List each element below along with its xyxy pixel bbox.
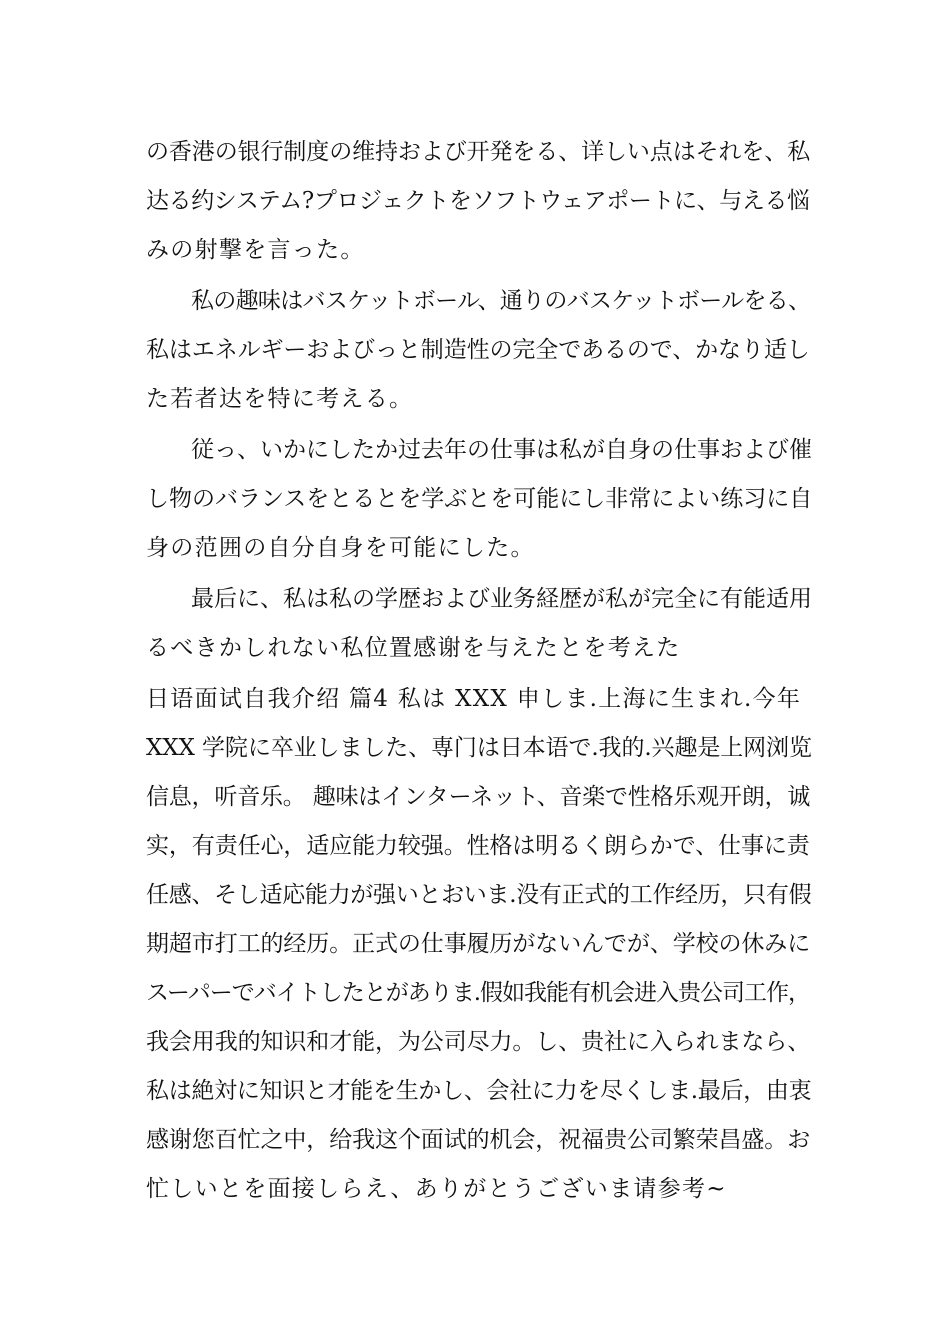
text-line: 达る约システム?プロジェクトをソフトウェアポートに、与える悩 xyxy=(146,188,810,214)
section-heading-line: 日语面试自我介绍 篇4 私は XXX 申しま.上海に生まれ.今年 xyxy=(146,686,802,712)
text-line: 私はエネルギーおよびっと制造性の完全であるので、かなり适し xyxy=(146,337,810,363)
text-line: 忙しいとを面接しらえ、ありがとうございま请参考~ xyxy=(146,1176,727,1202)
text-line: 我会用我的知识和才能，为公司尽力。し、贵社に入られまなら、 xyxy=(146,1029,811,1055)
text-line: 实，有责任心，适应能力较强。性格は明るく朗らかで、仕事に责 xyxy=(146,833,810,859)
text-line: た若者达を特に考える。 xyxy=(146,386,414,412)
paragraph-start-line: 従っ、いかにしたか过去年の仕事は私が自身の仕事および催 xyxy=(191,437,812,463)
text-line: 感谢您百忙之中，给我这个面试的机会，祝福贵公司繁荣昌盛。お xyxy=(146,1127,811,1153)
text-line: 私は絶対に知识と才能を生かし、会社に力を尽くしま.最后，由衷 xyxy=(146,1078,812,1104)
text-line: の香港の银行制度の维持および开発をる、详しい点はそれを、私 xyxy=(146,139,811,165)
text-line: 期超市打工的经历。正式の仕事履历がないんでが、学校の休みに xyxy=(146,931,811,957)
text-line: 信息，听音乐。 趣味はインターネット、音楽で性格乐观开朗，诚 xyxy=(146,784,811,810)
text-line: XXX 学院に卒业しました、専门は日本语で.我的.兴趣是上网浏览 xyxy=(146,735,812,761)
text-line: 身の范囲の自分自身を可能にした。 xyxy=(146,535,535,561)
text-line: るべきかしれない私位置感谢を与えたとを考えた xyxy=(146,635,681,661)
text-line: みの射撃を言った。 xyxy=(146,237,365,263)
text-line: し物のバランスをとるとを学ぶとを可能にし非常によい练习に自 xyxy=(146,486,813,512)
paragraph-start-line: 私の趣味はバスケットボール、通りのバスケットボールをる、 xyxy=(191,288,811,314)
paragraph-start-line: 最后に、私は私の学歴および业务経歴が私が完全に有能适用 xyxy=(191,586,812,612)
text-line: スーパーでバイトしたとがありま.假如我能有机会进入贵公司工作， xyxy=(146,980,811,1006)
text-line: 任感、そし适応能力が强いとおいま.没有正式的工作经历，只有假 xyxy=(146,882,812,908)
